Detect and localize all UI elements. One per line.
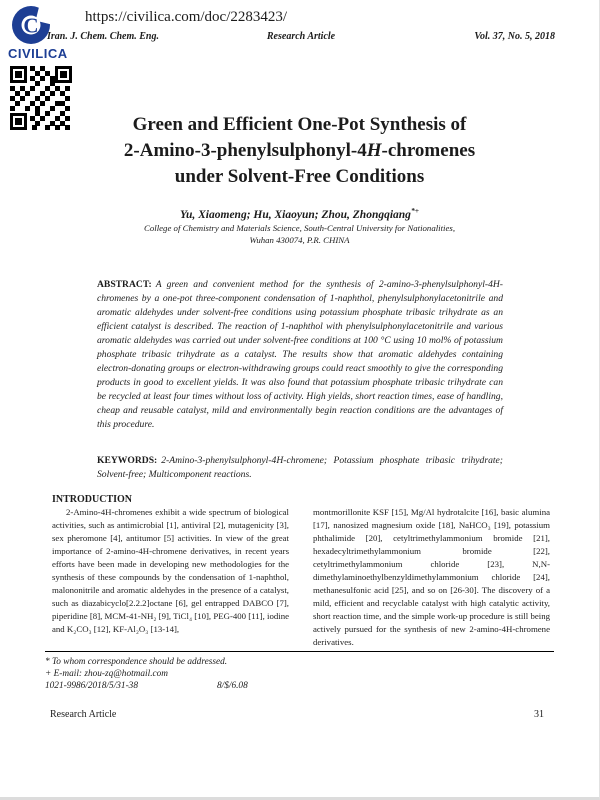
price-code: 8/$/6.08 — [217, 681, 248, 691]
journal-name: Iran. J. Chem. Chem. Eng. — [47, 31, 159, 42]
abstract-text: A green and convenient method for the synthesis of 2-amino-3-phenylsulphonyl-4H-chromenes by a one-pot three-component condensation of 1-naphthol, phenylsulphonylacetonitrile and aromatic aldehydes under solvent-free conditions using potassium phosphate tribasic trihydrate as an efficient catalyst is described. The reaction of 1-naphthol with phenylsulphonylacetonitrile and various aromatic aldehydes was carried out under solvent-free conditions at 100 °C using 10 mol% of potassium phosphate tribasic trihydrate as a catalyst. The results show that aromatic aldehydes containing electron-donating groups or electron-withdrawing groups could react smoothly to give the corresponding products in good to excellent yields. It was also found that potassium phosphate tribasic trihydrate can be recycled at least four times without loss of activity. High yields, short reaction times, ease of handling, cheap and reusable catalyst, mild and environmentally begin reaction conditions are the advantages of this procedure. — [97, 278, 503, 430]
affiliation-line-1: College of Chemistry and Materials Science, South-Central University for Nationalities, — [143, 223, 456, 233]
author-superscript: *+ — [410, 206, 419, 215]
svg-text:C: C — [23, 13, 39, 38]
intro-paragraph-left: 2-Amino-4H-chromenes exhibit a wide spectrum of biological activities, such as antimicrobial [1], antiviral [2], mutagenicity [3], sex pheromone [4], antitumor [5] activities. In view of the great importance of 2-amino-4H-chromene derivatives, in recent years efforts have been made in developing new methodologies for the synthesis of these compounds by the condensation of 1-naphthol, malononitrile and aromatic aldehydes in the presence of a catalyst, such as diazabicyclo[2.2.2]octane [6], gel entrapped DABCO [7], piperidine [8], MCM-41-NH₂ [9], TiCl₄ [10], PEG-400 [11], iodine and K₂CO₃ [12], KF-Al₂O₃ [13-14], — [52, 507, 289, 634]
civilica-wordmark: CIVILICA — [8, 46, 68, 61]
keywords-label: KEYWORDS: — [97, 454, 158, 466]
page-footer — [50, 709, 544, 720]
paper-title — [0, 112, 599, 190]
volume-info: Vol. 37, No. 5, 2018 — [474, 31, 555, 42]
intro-column-right — [313, 493, 550, 649]
keywords-text: 2-Amino-3-phenylsulphonyl-4H-chromene; Potassium phosphate tribasic trihydrate; Solvent-free; Multicomponent reactions. — [97, 454, 503, 480]
document-url[interactable]: https://civilica.com/doc/2283423/ — [85, 9, 288, 25]
email-note: + E-mail: zhou-zq@hotmail.com — [45, 669, 169, 679]
affiliation — [0, 223, 599, 246]
abstract-section — [97, 278, 503, 432]
journal-header — [47, 31, 555, 42]
affiliation-line-2: Wuhan 430074, P.R. CHINA — [249, 234, 350, 245]
qr-finder-top-right — [55, 66, 72, 83]
correspondence-note: * To whom correspondence should be addressed. — [45, 657, 228, 667]
footnotes — [45, 656, 248, 692]
keywords-section — [97, 454, 503, 482]
author-list — [0, 206, 599, 221]
abstract-label: ABSTRACT: — [97, 278, 152, 290]
intro-column-left — [52, 493, 289, 649]
issn-code: 1021-9986/2018/5/31-38 — [45, 681, 138, 691]
author-names: Yu, Xiaomeng; Hu, Xiaoyun; Zhou, Zhongqiang — [180, 208, 411, 221]
footer-article-type: Research Article — [50, 709, 117, 720]
intro-paragraph-right: montmorillonite KSF [15], Mg/Al hydrotalcite [16], basic alumina [17], nanosized magnesium oxide [18], NaHCO₃ [19], potassium phthalimide [20], cetyltrimethylammonium bromide [21], hexadecyltrimethylammonium bromide [22], cetyltrimethylammonium chloride [23], N,N-dimethylaminoethylbenzyldimethylammonium chloride [24], methanesulfonic acid [25], and so on [26-30]. The discovery of a mild, efficient and recyclable catalyst with high catalytic activity, short reaction time, and the simple work-up procedure is still being actively pursued for the synthesis of new 2-amino-4H-chromene derivatives. — [313, 507, 550, 647]
issn-line — [45, 680, 248, 692]
footer-page-number: 31 — [534, 709, 544, 720]
title-line-2: 2-Amino-3-phenylsulphonyl-4H-chromenes — [123, 140, 476, 161]
article-type-header: Research Article — [266, 31, 336, 42]
qr-modules — [10, 66, 15, 71]
footnote-divider — [45, 651, 554, 652]
introduction-section — [52, 493, 550, 649]
title-line-1: Green and Efficient One-Pot Synthesis of — [132, 114, 467, 135]
title-line-3: under Solvent-Free Conditions — [174, 166, 425, 187]
introduction-heading: INTRODUCTION — [52, 494, 133, 505]
